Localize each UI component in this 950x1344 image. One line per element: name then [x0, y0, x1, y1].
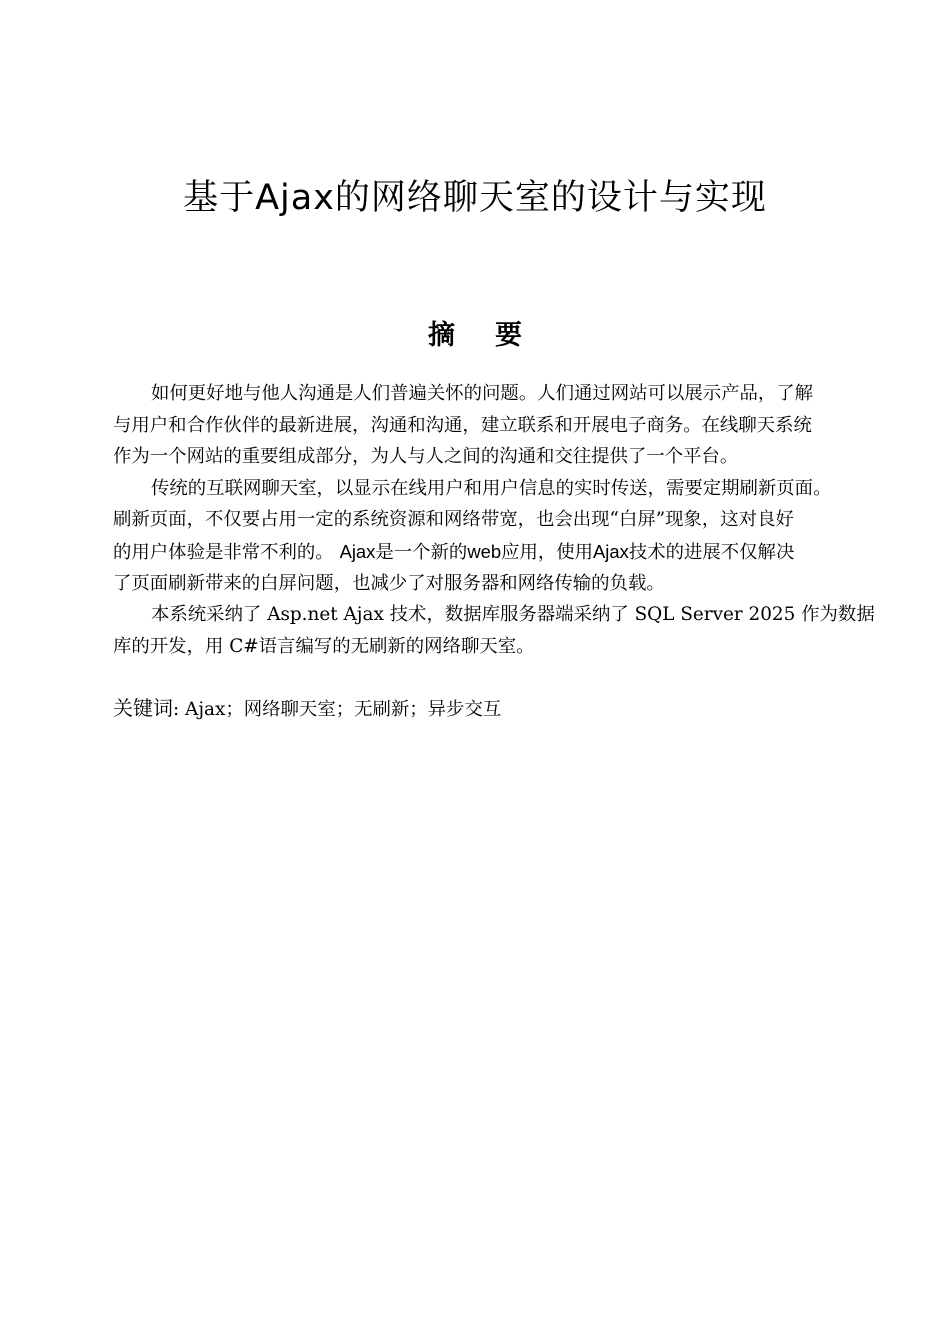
- abstract-heading: 摘要: [428, 320, 562, 351]
- abstract-line: 作为一个网站的重要组成部分，为人与人之间的沟通和交往提供了一个平台。: [113, 446, 739, 468]
- abstract-text: 是一个新的: [375, 541, 468, 563]
- abstract-text: 的用户体验是非常不利的。: [113, 541, 334, 563]
- abstract-line: 如何更好地与他人沟通是人们普遍关怀的问题。人们通过网站可以展示产品，了解: [151, 383, 814, 404]
- keywords-line: [113, 692, 861, 724]
- abstract-line: [113, 536, 861, 568]
- page-title: 基于Ajax的网络聊天室的设计与实现: [183, 178, 767, 218]
- keywords-label: 关键词: [113, 696, 173, 720]
- abstract-body: [113, 378, 875, 662]
- abstract-term: web: [467, 540, 502, 562]
- abstract-text: 应用，使用: [501, 541, 594, 563]
- abstract-line: 传统的互联网聊天室，以显示在线用户和用户信息的实时传送，需要定期刷新页面。: [151, 477, 832, 499]
- abstract-term: Ajax: [339, 540, 376, 562]
- abstract-line: 本系统采纳了 Asp.net Ajax 技术，数据库服务器端采纳了 SQL Server 2025 作为数据: [151, 604, 875, 626]
- abstract-line: 与用户和合作伙伴的最新进展，沟通和沟通，建立联系和开展电子商务。在线聊天系统: [113, 414, 812, 436]
- abstract-text: 技术的进展不仅解决: [628, 541, 795, 563]
- abstract-line: 刷新页面，不仅要占用一定的系统资源和网络带宽，也会出现“白屏”现象，这对良好: [113, 509, 794, 531]
- abstract-line: 了页面刷新带来的白屏问题，也减少了对服务器和网络传输的负载。: [113, 572, 665, 594]
- abstract-term: Ajax: [593, 540, 629, 562]
- keywords-text: : Ajax；网络聊天室；无刷新；异步交互: [173, 699, 502, 720]
- abstract-line: 库的开发，用 C#语言编写的无刷新的网络聊天室。: [113, 635, 535, 657]
